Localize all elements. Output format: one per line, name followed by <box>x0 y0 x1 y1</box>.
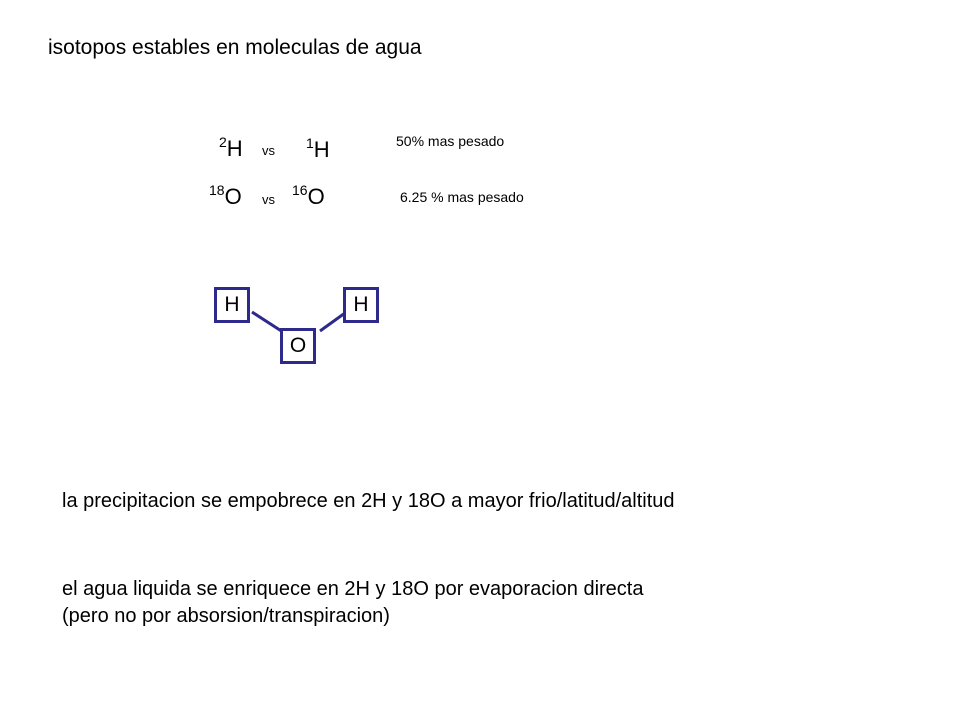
isotope-o18: $^{18}$O <box>209 182 242 209</box>
bond-right <box>320 313 345 331</box>
page-title: isotopos estables en moleculas de agua <box>48 36 422 59</box>
vs-label: vs <box>262 192 275 207</box>
atom-h-right: H <box>343 287 379 323</box>
atom-o-center: O <box>280 328 316 364</box>
liquid-statement-line1: el agua liquida se enriquece en 2H y 18O por evaporacion directa <box>62 578 644 600</box>
vs-label: vs <box>262 143 275 158</box>
isotope-o16: $^{16}$O <box>292 182 325 209</box>
isotope-h1: $^1$H <box>306 135 330 162</box>
isotope-h2: $^2$H <box>219 134 243 161</box>
atom-h-left: H <box>214 287 250 323</box>
o-mass-note: 6.25 % mas pesado <box>400 189 524 205</box>
h-mass-note: 50% mas pesado <box>396 133 505 149</box>
liquid-statement-line2: (pero no por absorsion/transpiracion) <box>62 605 390 627</box>
precipitation-statement: la precipitacion se empobrece en 2H y 18O a mayor frio/latitud/altitud <box>62 490 675 512</box>
